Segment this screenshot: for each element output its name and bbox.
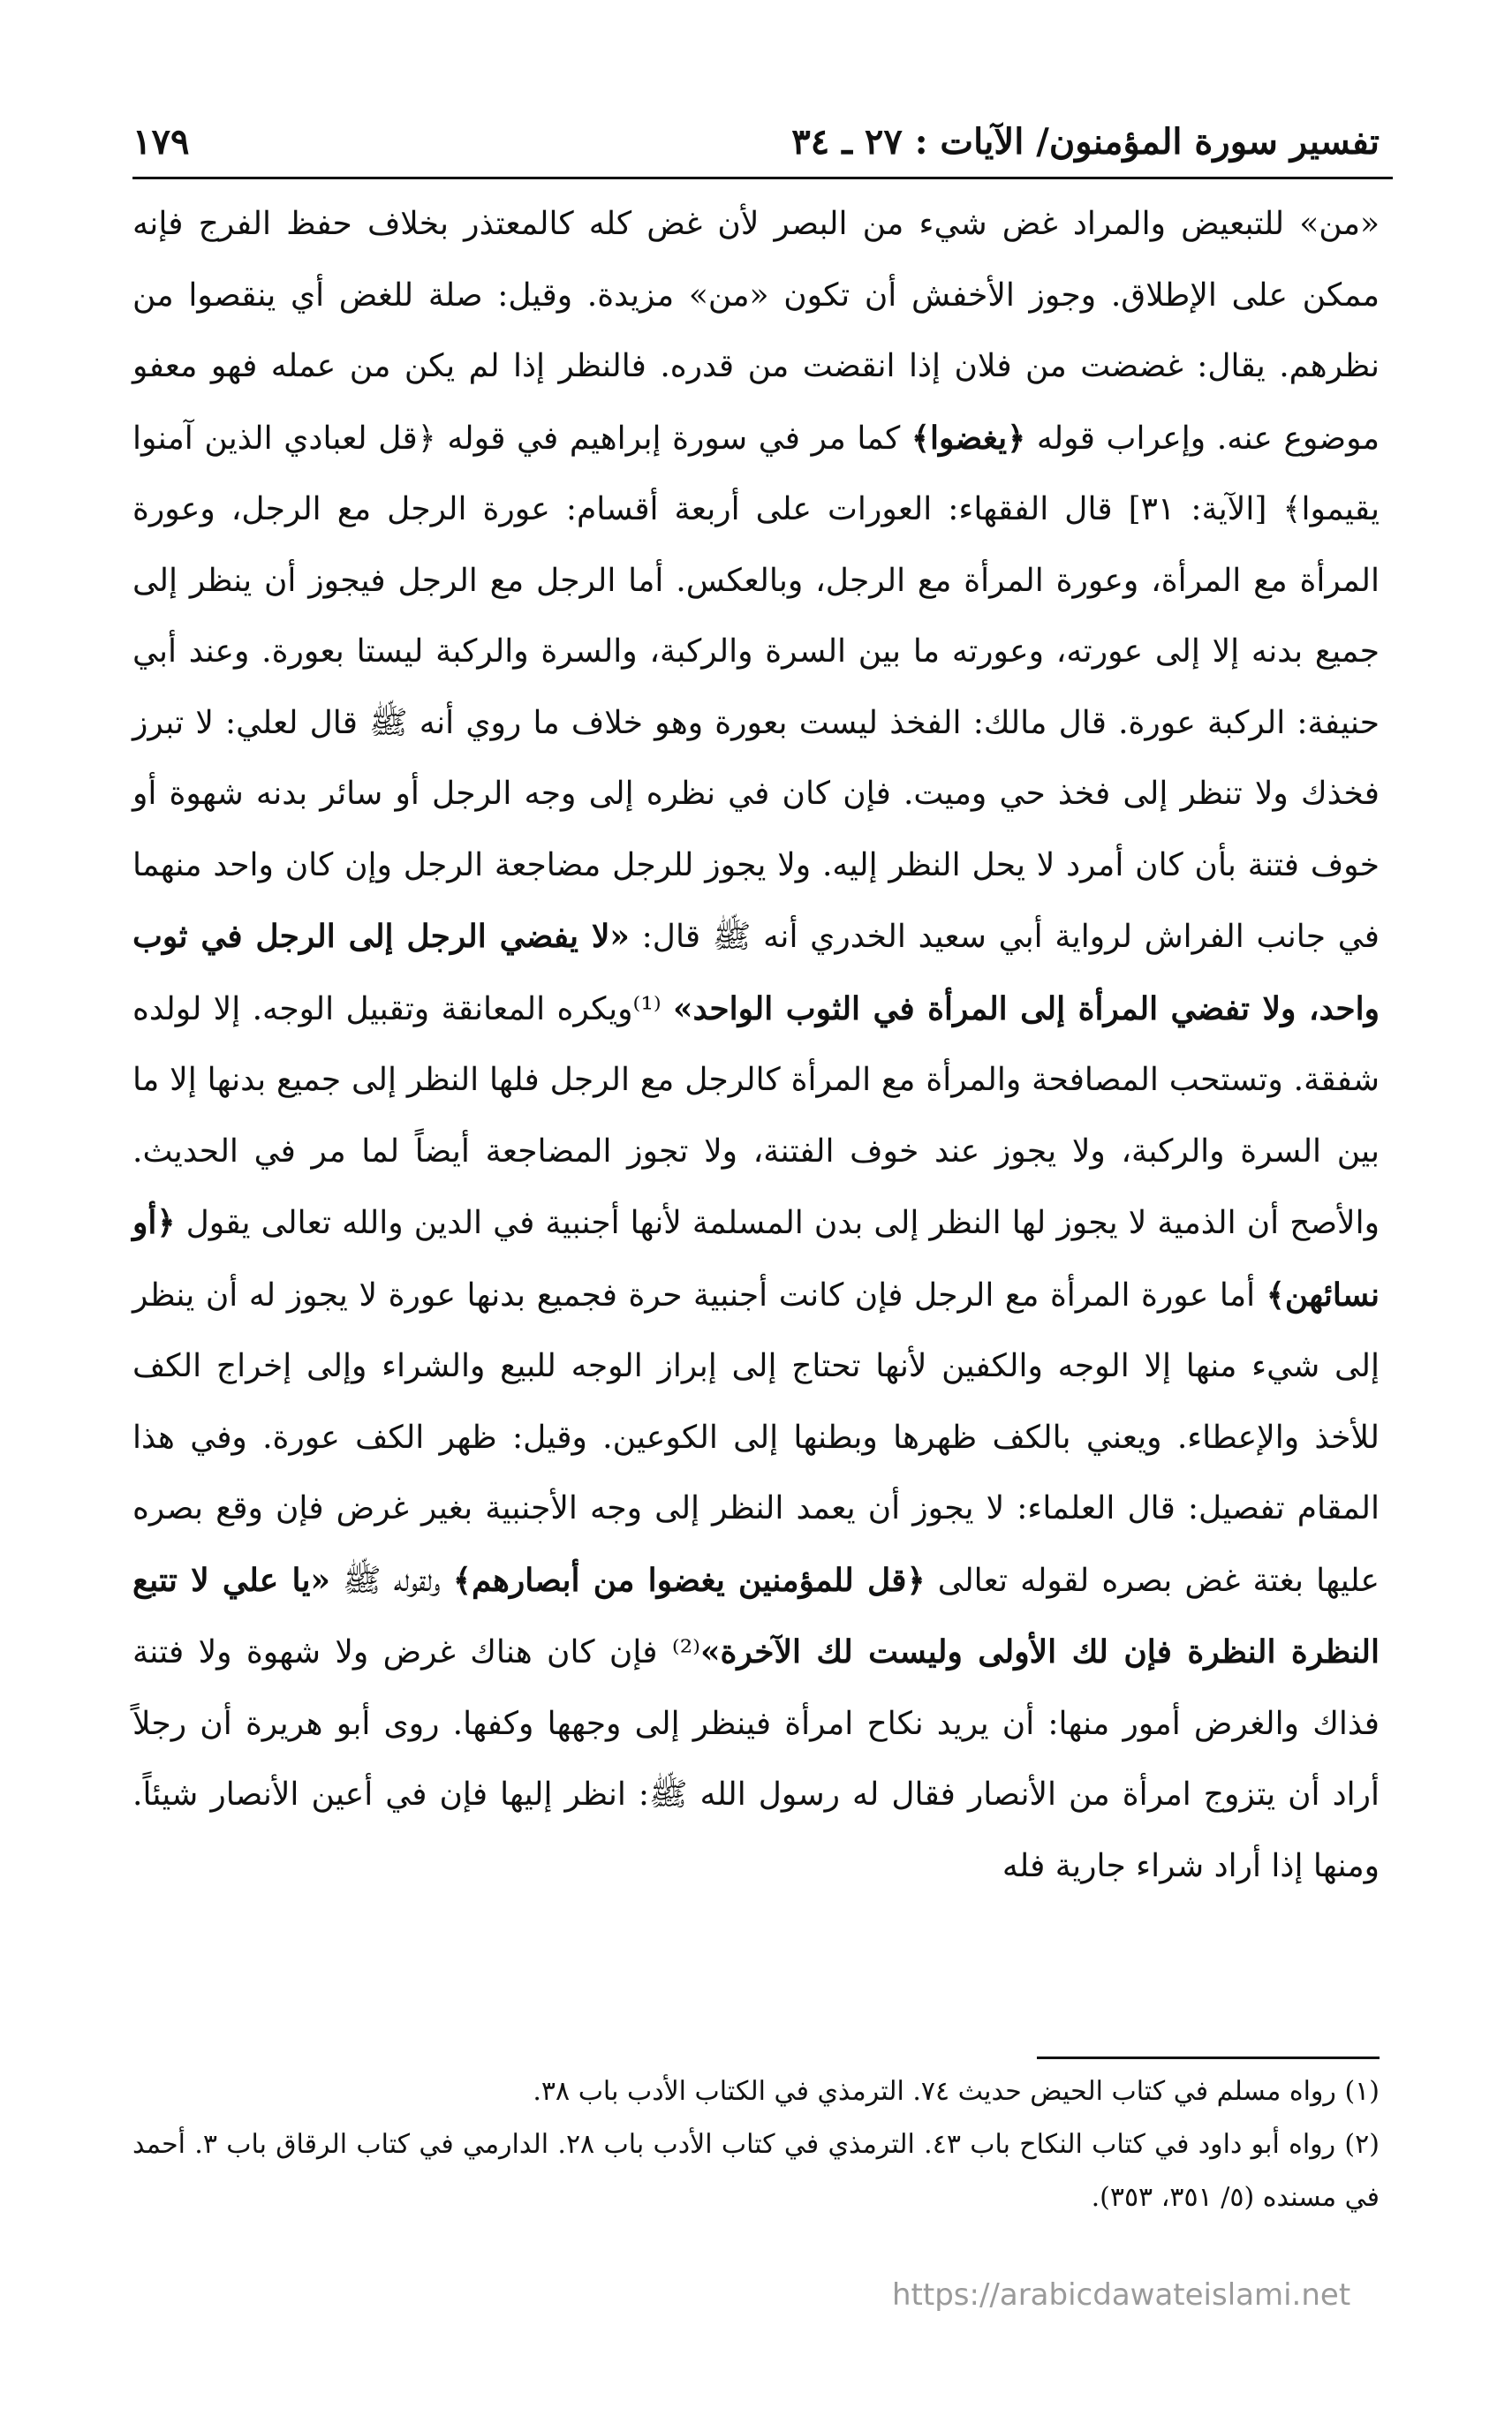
text-run: ⁽¹⁾ويكره المعانقة وتقبيل الوجه. إلا لولده شفقة. وتستحب المصافحة والمرأة مع المرأة كالرجل مع الرجل فلها النظر إلى جميع بدنها إلا ما بين السرة والركبة، ولا يجوز عند خوف الفتنة، ولا تجوز المضاجعة أيضاً لما مر في الحديث. والأصح أن الذمية لا يجوز لها النظر إلى بدن المسلمة لأنها أجنبية في الدين والله تعالى يقول xyxy=(132,990,1380,1241)
text-run: ⁽²⁾ فإن كان هناك غرض ولا شهوة ولا فتنة فذاك والغرض أمور منها: أن يريد نكاح امرأة فينظر إلى وجهها وكفها. روى أبو هريرة أن رجلاً أراد أن يتزوج امرأة من الأنصار فقال له رسول الله ﷺ: انظر إليها فإن في أعين الأنصار شيئاً. ومنها إذا أراد شراء جارية فله xyxy=(132,1634,1380,1884)
header-title: تفسير سورة المؤمنون/ الآيات : ٢٧ ـ ٣٤ xyxy=(791,120,1380,163)
text-run: أما عورة المرأة مع الرجل فإن كانت أجنبية حرة فجميع بدنها عورة لا يجوز له أن ينظر إلى شيء منها إلا الوجه والكفين لأنها تحتاج إلى إبراز الوجه للبيع والشراء وإلى إخراج الكف للأخذ والإعطاء. ويعني بالكف ظهرها وبطنها إلى الكوعين. وقيل: ظهر الكف عورة. وفي هذا المقام تفصيل: قال العلماء: لا يجوز أن يعمد النظر إلى وجه الأجنبية بغير غرض فإن وقع بصره عليها بغتة غض بصره لقوله تعالى xyxy=(132,1276,1380,1599)
footnote-1: (١) رواه مسلم في كتاب الحيض حديث ٧٤. الترمذي في الكتاب الأدب باب ٣٨. xyxy=(533,2076,1380,2107)
quran-quote: ﴿أو نسائهن﴾ xyxy=(132,1204,1380,1314)
hadith-quote: «يا علي لا تتبع النظرة النظرة فإن لك الأولى وليست لك الآخرة» xyxy=(132,1561,1380,1670)
page-number: ١٧٩ xyxy=(132,120,190,163)
footnotes xyxy=(132,2065,1380,2224)
text-run: ولقوله ﷺ xyxy=(343,1562,441,1599)
quran-quote: ﴿قل للمؤمنين يغضوا من أبصارهم﴾ xyxy=(452,1561,926,1599)
hadith-quote: «لا يفضي الرجل إلى الرجل في ثوب واحد، ولا تفضي المرأة إلى المرأة في الثوب الواحد» xyxy=(132,918,1380,1027)
header-rule xyxy=(132,177,1393,179)
text-run: كما مر في سورة إبراهيم في قوله ﴿قل لعبادي الذين آمنوا يقيموا﴾ [الآية: ٣١] قال الفقهاء: العورات على أربعة أقسام: عورة الرجل مع الرجل، وعورة المرأة مع المرأة، وعورة المرأة مع الرجل، وبالعكس. أما الرجل مع الرجل فيجوز أن ينظر إلى جميع بدنه إلا إلى عورته، وعورته ما بين السرة والركبة، والسرة والركبة ليستا بعورة. وعند أبي حنيفة: الركبة عورة. قال مالك: الفخذ ليست بعورة وهو خلاف ما روي أنه ﷺ قال لعلي: لا تبرز فخذك ولا تنظر إلى فخذ حي وميت. فإن كان في نظره إلى وجه الرجل أو سائر بدنه شهوة أو خوف فتنة بأن كان أمرد لا يحل النظر إليه. ولا يجوز للرجل مضاجعة الرجل وإن كان واحد منهما في جانب الفراش لرواية أبي سعيد الخدري أنه ﷺ قال: xyxy=(132,420,1380,955)
text-run: «من» للتبعيض والمراد غض شيء من البصر لأن غض كله كالمعتذر بخلاف حفظ الفرج فإنه ممكن على الإطلاق. وجوز الأخفش أن تكون «من» مزيدة. وقيل: صلة للغض أي ينقصوا من نظرهم. يقال: غضضت من فلان إذا انقضت من قدره. فالنظر إذا لم يكن من عمله فهو معفو موضوع عنه. وإعراب قوله xyxy=(132,206,1380,457)
quran-quote: ﴿يغضوا﴾ xyxy=(911,419,1026,457)
body-text xyxy=(132,189,1380,1902)
footnote-2: (٢) رواه أبو داود في كتاب النكاح باب ٤٣. الترمذي في كتاب الأدب باب ٢٨. الدارمي في كتاب الرقاق باب ٣. أحمد في مسنده (٥/ ٣٥١، ٣٥٣). xyxy=(132,2129,1380,2213)
running-header xyxy=(132,113,1380,170)
watermark-url: https://arabicdawateislami.net xyxy=(892,2277,1351,2313)
body-paragraph xyxy=(132,189,1380,1902)
footnote-rule xyxy=(1037,2057,1380,2059)
